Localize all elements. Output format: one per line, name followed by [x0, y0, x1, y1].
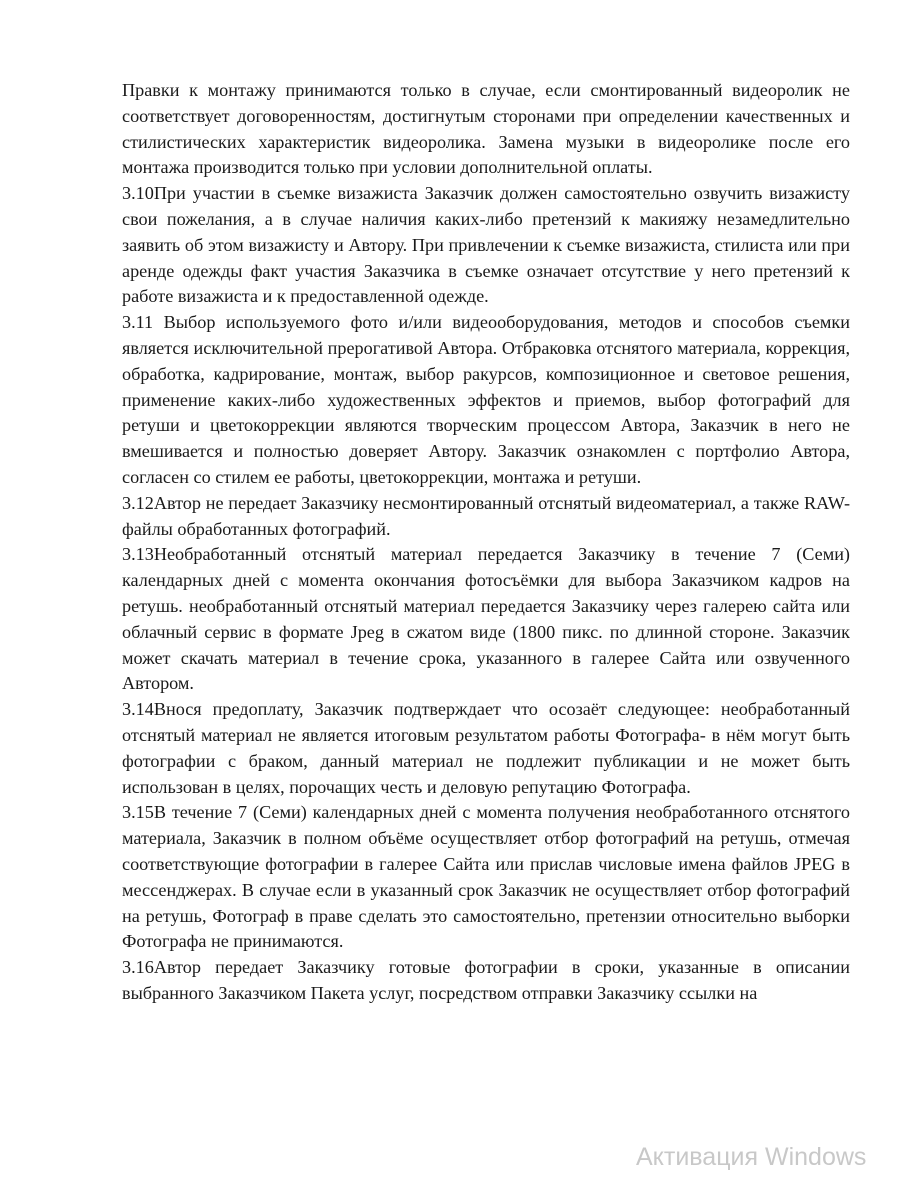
clause-number: 3.11: [122, 312, 154, 333]
clause-number: 3.14: [122, 699, 154, 720]
clause-3-14: [122, 697, 850, 800]
clause-text: Автор передает Заказчику готовые фотографии в сроки, указанные в описании выбранного Заказчиком Пакета услуг, посредством отправки Заказчику ссылки на: [122, 957, 850, 1003]
clause-number: 3.12: [122, 492, 154, 513]
windows-activation-watermark: Активация Windows: [636, 1143, 867, 1171]
clause-text: Необработанный отснятый материал передается Заказчику в течение 7 (Семи) календарных дней с момента окончания фотосъёмки для выбора Заказчиком кадров на ретушь. необработанный отснятый материал передается Заказчику через галерею сайта или облачный сервис в формате Jpeg в сжатом виде (1800 пикс. по длинной стороне. Заказчик может скачать материал в течение срока, указанного в галерее Сайта или озвученного Автором.: [122, 544, 850, 694]
clause-text: Автор не передает Заказчику несмонтированный отснятый видеоматериал, а также RAW-файлы обработанных фотографий.: [122, 492, 850, 539]
document-text: [122, 78, 850, 1007]
clause-3-16: [122, 955, 850, 1007]
clause-3-12: [122, 491, 850, 543]
clause-3-10: [122, 181, 850, 310]
clause-text: В течение 7 (Семи) календарных дней с момента получения необработанного отснятого материала, Заказчик в полном объёме осуществляет отбор фотографий на ретушь, отмечая соответствующие фотографии в галерее Сайта или прислав числовые имена файлов JPEG в мессенджерах. В случае если в указанный срок Заказчик не осуществляет отбор фотографий на ретушь, Фотограф в праве сделать это самостоятельно, претензии относительно выборки Фотографа не принимаются.: [122, 802, 850, 952]
clause-text: При участии в съемке визажиста Заказчик должен самостоятельно озвучить визажисту свои пожелания, а в случае наличия каких-либо претензий к макияжу незамедлительно заявить об этом визажисту и Автору. При привлечении к съемке визажиста, стилиста или при аренде одежды факт участия Заказчика в съемке означает отсутствие у него претензий к работе визажиста и к предоставленной одежде.: [122, 183, 850, 307]
paragraph-intro: [122, 78, 850, 181]
clause-number: 3.10: [122, 183, 154, 204]
clause-number: 3.16: [122, 957, 154, 978]
clause-text: Внося предоплату, Заказчик подтверждает что осозаёт следующее: необработанный отснятый материал не является итоговым результатом работы Фотографа- в нём могут быть фотографии с браком, данный материал не подлежит публикации и не может быть использован в целях, порочащих честь и деловую репутацию Фотографа.: [122, 699, 850, 797]
paragraph-text: Правки к монтажу принимаются только в случае, если смонтированный видеоролик не соответствует договоренностям, достигнутым сторонами при определении качественных и стилистических характеристик видеоролика. Замена музыки в видеоролике после его монтажа производится только при условии дополнительной оплаты.: [122, 80, 850, 178]
clause-3-11: [122, 310, 850, 491]
clause-number: 3.15: [122, 802, 154, 823]
clause-3-15: [122, 800, 850, 955]
clause-number: 3.13: [122, 544, 154, 565]
clause-text: Выбор используемого фото и/или видеооборудования, методов и способов съемки является исключительной прерогативой Автора. Отбраковка отснятого материала, коррекция, обработка, кадрирование, монтаж, выбор ракурсов, композиционное и световое решения, применение каких-либо художественных эффектов и приемов, выбор фотографий для ретуши и цветокоррекции являются творческим процессом Автора, Заказчик в него не вмешивается и полностью доверяет Автору. Заказчик ознакомлен с портфолио Автора, согласен со стилем ее работы, цветокоррекции, монтажа и ретуши.: [122, 312, 850, 487]
clause-3-13: [122, 542, 850, 697]
